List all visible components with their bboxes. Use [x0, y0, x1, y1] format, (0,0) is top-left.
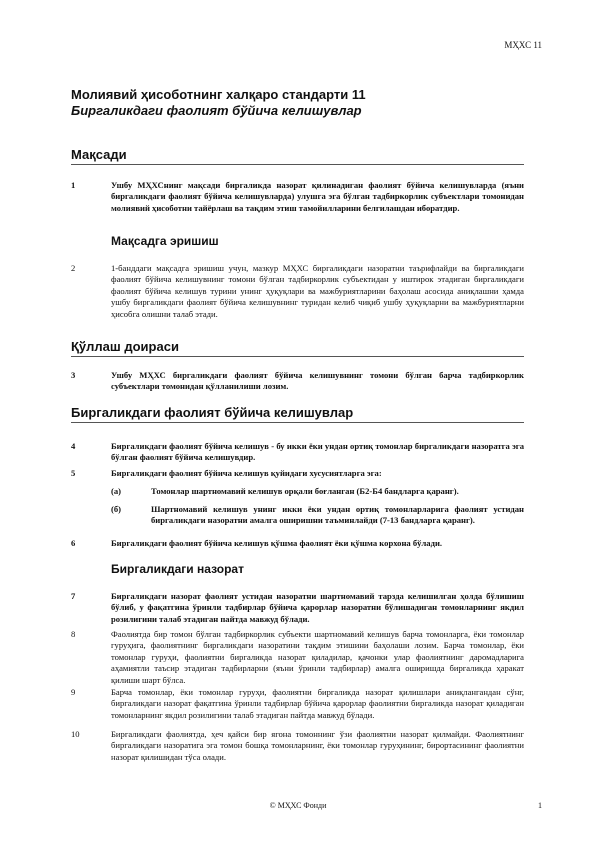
list-label: (а) [111, 486, 122, 496]
paragraph-1 [71, 180, 524, 214]
paragraph-number: 10 [71, 729, 80, 739]
paragraph-number: 2 [71, 263, 76, 273]
paragraph-8 [71, 629, 524, 686]
paragraph-text: Биргаликдаги фаолиятда, ҳеч қайси бир ягона томоннинг ўзи фаолиятни назорат қилмайди. Фаолиятнинг биргаликдаги назоратига эга томон бошқа томонларнинг, ёки томонлар гуруҳининг, бирортасининг фаолиятни назорат қилишидан тўса олади. [111, 729, 524, 762]
document-title [71, 87, 531, 119]
paragraph-9 [71, 687, 524, 721]
paragraph-number: 5 [71, 468, 76, 478]
section-heading-scope: Қўллаш доираси [71, 339, 524, 357]
paragraph-text: Биргаликдаги фаолият бўйича келишув - бу икки ёки ундан ортиқ томонлар биргаликдаги назоратга эга бўлган фаолият бўйича келишувдир. [111, 441, 524, 463]
paragraph-text: Биргаликдаги фаолият бўйича келишув қуйидаги хусусиятларга эга: [111, 468, 382, 478]
list-item-a [111, 486, 524, 497]
subheading-joint-control: Биргаликдаги назорат [111, 562, 244, 576]
paragraph-6 [71, 538, 524, 549]
standard-title: Молиявий ҳисоботнинг халқаро стандарти 11 [71, 87, 366, 102]
paragraph-text: Барча томонлар, ёки томонлар гуруҳи, фаолиятни биргаликда назорат қилишлари аниқлангандан сўнг, биргаликдаги назорат фақатгина ўринли тадбирлар бўйича қарорлар фаолиятни биргаликда назорат қиладиган томонларнинг якдил розилигини талаб этадиган пайтда мавжуд бўлади. [111, 687, 524, 720]
section-heading-joint-arrangements: Биргаликдаги фаолият бўйича келишувлар [71, 405, 524, 423]
paragraph-text: Биргаликдаги фаолият бўйича келишув қўшма фаолият ёки қўшма корхона бўлади. [111, 538, 443, 548]
page-number: 1 [538, 801, 542, 810]
paragraph-7 [71, 591, 524, 625]
paragraph-number: 8 [71, 629, 76, 639]
paragraph-4 [71, 441, 524, 464]
paragraph-number: 3 [71, 370, 76, 380]
paragraph-text: 1-банддаги мақсадга эришиш учун, мазкур МҲХС биргаликдаги назоратни таърифлайди ва биргаликдаги фаолият бўйича келишувнинг томони бўлган тадбиркорлик субъектидан у иштирок этадиган биргаликдаги фаолият бўйича келишув турини унинг ҳуқуқлари ва мажбуриятларини баҳолаш асосида аниқлашни ҳамда ушбу биргаликдаги фаолият бўйича келишувнинг туридан келиб чиқиб ушбу ҳуқуқларни ва мажбуриятларни ҳисобга олишни талаб этади. [111, 263, 524, 319]
list-label: (б) [111, 504, 122, 514]
paragraph-text: Фаолиятда бир томон бўлган тадбиркорлик субъекти шартномавий келишув барча томонларга, ёки томонлар гуруҳига, фаолиятнинг биргаликдаги назоратини тақдим этишини баҳолаши лозим. Барча томонлар, ёки томонлар гуруҳи, фаолиятни биргаликда назорат қиладилар, қачонки улар фаолиятнинг даромадларига аҳамиятли таъсир этадиган тадбирларни (яъни ўринли тадбирлар) амалга оширишда биргаликда ҳаракат қилиши шарт бўлса. [111, 629, 524, 685]
subheading-achieving-objective: Мақсадга эришиш [111, 234, 219, 248]
list-item-b [111, 504, 524, 527]
copyright-notice: © МҲХС Фонди [269, 801, 327, 810]
paragraph-5 [71, 468, 524, 479]
paragraph-10 [71, 729, 524, 763]
paragraph-3 [71, 370, 524, 393]
paragraph-number: 9 [71, 687, 76, 697]
standard-subtitle: Биргаликдаги фаолият бўйича келишувлар [71, 103, 362, 118]
paragraph-text: Ушбу МҲХС биргаликдаги фаолият бўйича келишувнинг томони бўлган барча тадбиркорлик субъектлари томонидан қўлланилиши лозим. [111, 370, 524, 392]
paragraph-text: Ушбу МҲХСнинг мақсади биргаликда назорат қилинадиган фаолият бўйича келишувларда (яъни биргаликдаги фаолият бўйича келишувларда) улушга эга бўлган тадбиркорлик субъектлари томонидан молиявий ҳисоботни тайёрлаш ва тақдим этиш тамойилларини белгилашдан иборатдир. [111, 180, 524, 213]
paragraph-number: 1 [71, 180, 76, 190]
list-text: Шартномавий келишув унинг икки ёки ундан ортиқ томонларларига фаолият устидан биргаликдаги назоратни амалга оширишни таъминлайди (7-13 бандларга қаранг). [151, 504, 524, 526]
running-header: МҲХС 11 [504, 40, 542, 50]
paragraph-number: 4 [71, 441, 76, 451]
paragraph-2 [71, 263, 524, 320]
list-text: Томонлар шартномавий келишув орқали боғланган (Б2-Б4 бандларга қаранг). [151, 486, 459, 496]
paragraph-text: Биргаликдаги назорат фаолият устидан назоратни шартномавий тарзда келишилган ҳолда бўлишиш бўлиб, у фақатгина ўринли тадбирлар бўйича қарорлар назоратни бўлишадиган томонларнинг якдил розилигини талаб этадиган пайтда мавжуд бўлади. [111, 591, 524, 624]
paragraph-number: 7 [71, 591, 76, 601]
paragraph-number: 6 [71, 538, 76, 548]
section-heading-objective: Мақсади [71, 147, 524, 165]
